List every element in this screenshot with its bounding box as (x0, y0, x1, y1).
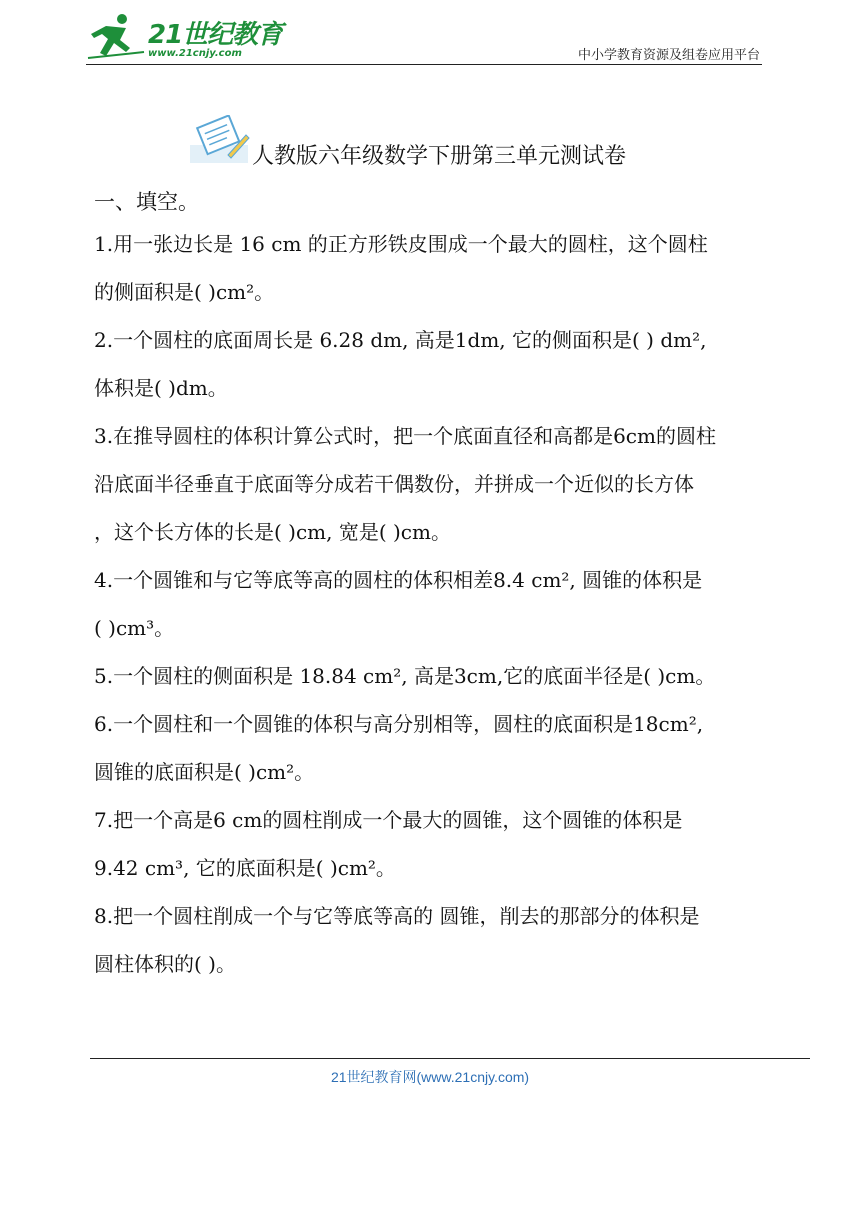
header-tagline: 中小学教育资源及组卷应用平台 (577, 48, 760, 63)
question-line: ，这个长方体的长是( )cm, 宽是( )cm。 (94, 520, 451, 544)
question-line: 8.把一个圆柱削成一个与它等底等高的 圆锥，削去的那部分的体积是 (94, 904, 700, 928)
question-line: 2.一个圆柱的底面周长是 6.28 dm, 高是1dm, 它的侧面积是( ) dm², (94, 328, 707, 352)
title-row (188, 115, 748, 167)
runner-icon (86, 12, 146, 62)
question-line: 6.一个圆柱和一个圆锥的体积与高分别相等，圆柱的底面积是18cm², (94, 712, 704, 736)
brand-logo (86, 12, 286, 64)
question-line: 圆锥的底面积是( )cm²。 (94, 760, 315, 784)
question-line: 体积是( )dm。 (94, 376, 228, 400)
question-line: 的侧面积是( )cm²。 (94, 280, 275, 304)
logo-url: www.21cnjy.com (148, 48, 242, 59)
question-line: 1.用一张边长是 16 cm 的正方形铁皮围成一个最大的圆柱，这个圆柱 (94, 232, 708, 256)
header-divider (86, 64, 762, 65)
question-line: 圆柱体积的( )。 (94, 952, 236, 976)
document-body (94, 184, 794, 988)
section-heading: 一、填空。 (94, 190, 199, 214)
question-line: ( )cm³。 (94, 616, 175, 640)
question-line: 7.把一个高是6 cm的圆柱削成一个最大的圆锥，这个圆锥的体积是 (94, 808, 683, 832)
question-line: 沿底面半径垂直于底面等分成若干偶数份，并拼成一个近似的长方体 (94, 472, 694, 496)
footer-link[interactable]: 21世纪教育网(www.21cnjy.com) (330, 1069, 530, 1085)
question-line: 9.42 cm³, 它的底面积是( )cm²。 (94, 856, 396, 880)
question-line: 4.一个圆锥和与它等底等高的圆柱的体积相差8.4 cm², 圆锥的体积是 (94, 568, 703, 592)
page-title: 人教版六年级数学下册第三单元测试卷 (252, 144, 627, 169)
page-header (0, 0, 860, 70)
logo-text: 21世纪教育 (148, 20, 283, 50)
question-line: 3.在推导圆柱的体积计算公式时，把一个底面直径和高都是6cm的圆柱 (94, 424, 716, 448)
footer-divider (90, 1058, 810, 1059)
notepad-pencil-icon (188, 115, 250, 165)
question-line: 5.一个圆柱的侧面积是 18.84 cm², 高是3cm,它的底面半径是( )cm。 (94, 664, 716, 688)
